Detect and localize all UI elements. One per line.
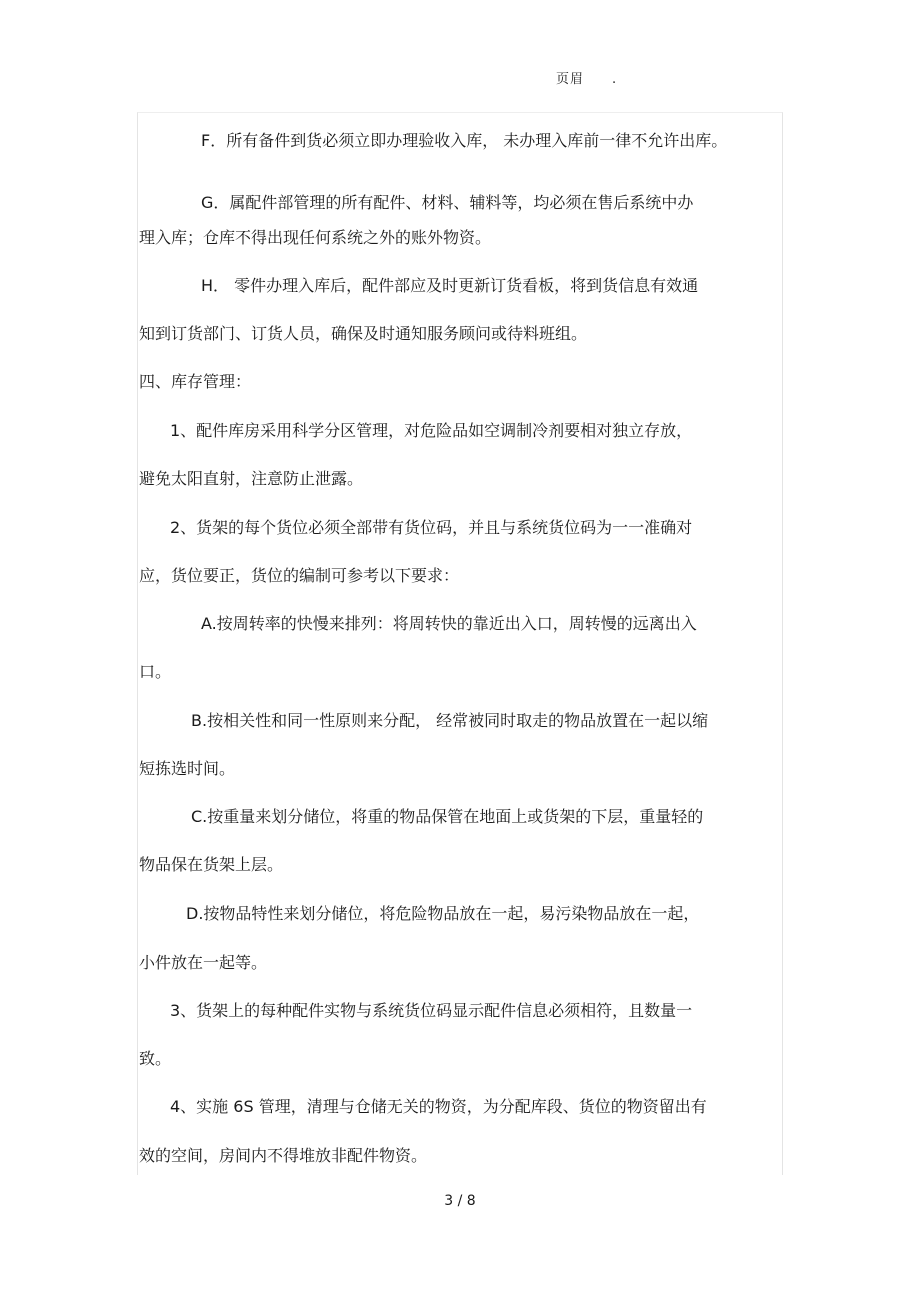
paragraph-line: 理入库；仓库不得出现任何系统之外的账外物资。 (139, 228, 492, 247)
paragraph-line: 2、货架的每个货位必须全部带有货位码，并且与系统货位码为一一准确对 (170, 518, 693, 537)
page-header (556, 68, 617, 87)
paragraph-line: C.按重量来划分储位，将重的物品保管在地面上或货架的下层，重量轻的 (191, 807, 704, 826)
paragraph-line: D.按物品特性来划分储位，将危险物品放在一起，易污染物品放在一起， (186, 904, 700, 923)
paragraph-line: 致。 (139, 1049, 172, 1068)
paragraph-line: 避免太阳直射，注意防止泄露。 (139, 469, 364, 488)
paragraph-line: 口。 (139, 662, 172, 681)
header-label: 页眉 (556, 72, 585, 87)
page-number: 3 / 8 (444, 1193, 476, 1209)
paragraph-line: F．所有备件到货必须立即办理验收入库， 未办理入库前一律不允许出库。 (201, 131, 728, 150)
paragraph-line: 知到订货部门、订货人员，确保及时通知服务顾问或待料班组。 (139, 324, 588, 343)
paragraph-line: A.按周转率的快慢来排列：将周转快的靠近出入口，周转慢的远离出入 (201, 614, 697, 633)
paragraph-line: 3、货架上的每种配件实物与系统货位码显示配件信息必须相符，且数量一 (170, 1001, 693, 1020)
paragraph-line: G．属配件部管理的所有配件、材料、辅料等，均必须在售后系统中办 (201, 193, 694, 212)
paragraph-line: 小件放在一起等。 (139, 953, 268, 972)
paragraph-line: B.按相关性和同一性原则来分配， 经常被同时取走的物品放置在一起以缩 (191, 711, 709, 730)
header-dot: . (612, 72, 618, 87)
paragraph-line: 效的空间，房间内不得堆放非配件物资。 (139, 1146, 428, 1165)
paragraph-line: 短拣选时间。 (139, 759, 236, 778)
paragraph-line: 4、实施 6S 管理，清理与仓储无关的物资，为分配库段、货位的物资留出有 (170, 1097, 707, 1116)
paragraph-line: H． 零件办理入库后，配件部应及时更新订货看板，将到货信息有效通 (201, 276, 699, 295)
section-heading: 四、库存管理： (139, 372, 252, 391)
paragraph-line: 物品保在货架上层。 (139, 855, 284, 874)
paragraph-line: 1、配件库房采用科学分区管理，对危险品如空调制冷剂要相对独立存放， (170, 421, 693, 440)
paragraph-line: 应，货位要正，货位的编制可参考以下要求： (139, 566, 460, 585)
